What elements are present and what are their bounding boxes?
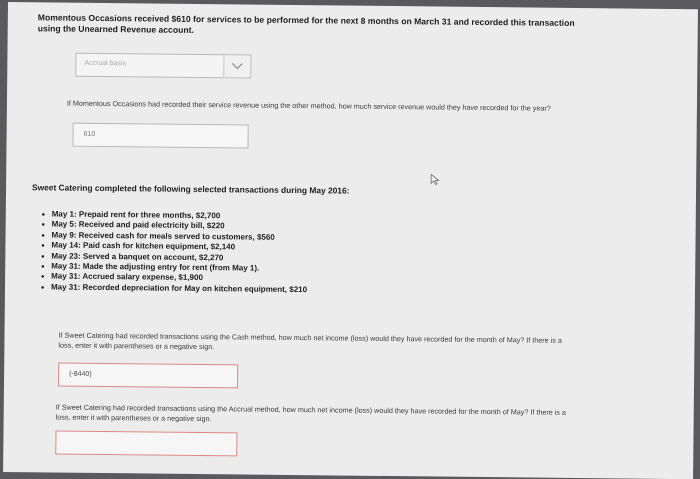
transactions-intro: Sweet Catering completed the following selected transactions during May 2016: <box>32 182 350 196</box>
cash-net-income-answer-value: (-8440) <box>69 370 92 378</box>
accrual-method-question: If Sweet Catering had recorded transactions using the Accrual method, how much net income (loss) would they have recorded for the month of May? If there is a loss, enter it with parentheses or a negative sign. <box>55 402 566 424</box>
chevron-down-icon <box>231 62 243 70</box>
transaction-item: • May 1: Prepaid rent for three months, $2,700 <box>40 209 308 222</box>
transaction-item: • May 31: Accrued salary expense, $1,900 <box>39 272 307 285</box>
cash-net-income-answer-field[interactable] <box>58 363 238 389</box>
transaction-item: • May 31: Recorded depreciation for May on kitchen equipment, $210 <box>39 282 307 295</box>
mouse-cursor-icon <box>430 173 440 185</box>
transaction-item: • May 31: Made the adjusting entry for rent (from May 1). <box>39 261 307 274</box>
question-sheet <box>3 2 698 479</box>
accrual-net-income-answer-field[interactable] <box>55 431 237 457</box>
transaction-item: • May 14: Paid cash for kitchen equipment, $2,140 <box>39 241 307 254</box>
question-1-followup: If Momentous Occasions had recorded their service revenue using the other method, how much service revenue would they have recorded for the year? <box>66 98 551 113</box>
cash-method-question: If Sweet Catering had recorded transactions using the Cash method, how much net income (loss) would they have recorded for the month of May? If there is a loss, enter it with parentheses or a negative sign. <box>58 330 562 352</box>
transaction-item: • May 9: Received cash for meals served to customers, $560 <box>40 230 308 243</box>
question-1-text: Momentous Occasions received $610 for services to be performed for the next 8 months on March 31 and recorded this transaction using the Unearned Revenue account. <box>37 12 575 35</box>
dropdown-toggle-button[interactable] <box>223 55 250 77</box>
transaction-item: • May 23: Served a banquet on account, $2,270 <box>39 251 307 264</box>
service-revenue-answer-value: 610 <box>83 130 96 138</box>
transaction-item: • May 5: Received and paid electricity bill, $220 <box>40 220 308 233</box>
service-revenue-answer-field[interactable] <box>72 123 248 149</box>
method-dropdown[interactable] <box>75 53 251 79</box>
transaction-list <box>39 209 308 295</box>
method-dropdown-value: Accrual basis <box>84 59 127 68</box>
